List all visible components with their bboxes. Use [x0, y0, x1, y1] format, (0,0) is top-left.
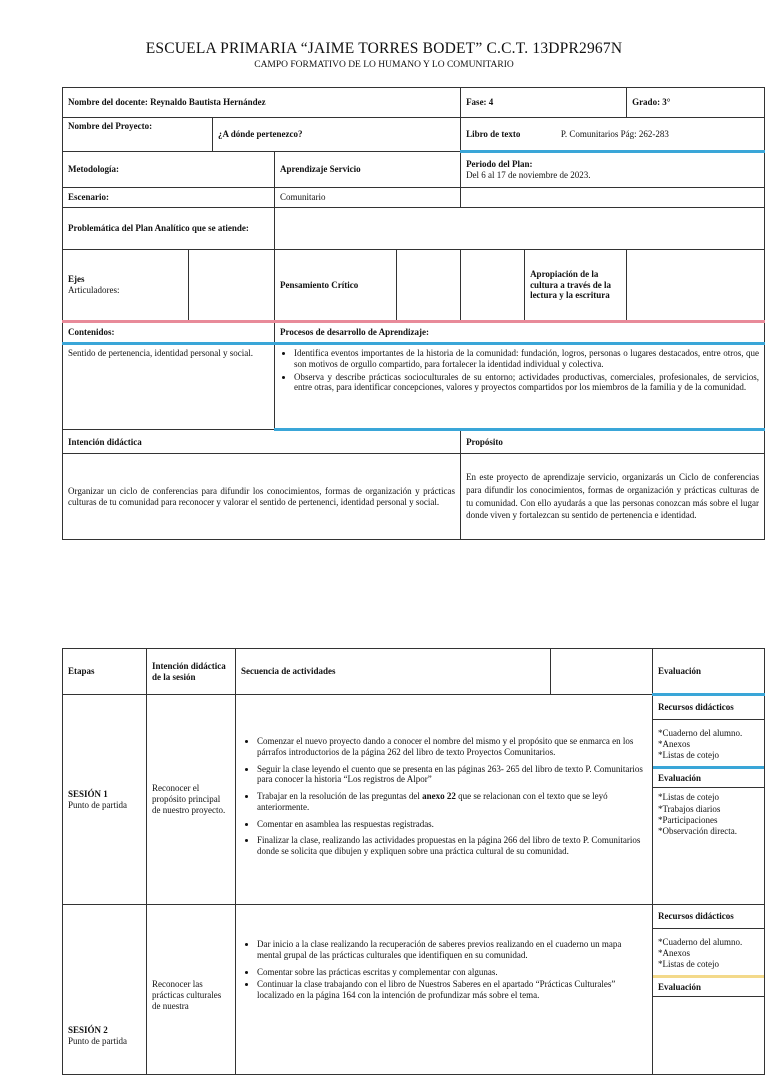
evaluacion-list [653, 788, 764, 841]
session-2-subtitle: Punto de partida [68, 1035, 127, 1046]
eje-empty-4 [627, 250, 765, 322]
recurso-item: *Cuaderno del alumno. [658, 936, 743, 947]
periodo-value: Del 6 al 17 de noviembre de 2023. [466, 170, 591, 180]
eje-pensamiento-critico: Pensamiento Crítico [275, 250, 397, 322]
recursos-list [653, 929, 764, 975]
session-1-evaluacion [653, 695, 765, 905]
escenario-value: Comunitario [275, 188, 461, 208]
escenario-empty [461, 188, 765, 208]
proceso-item: • Observa y describe prácticas socioculturales de su entorno; actividades productivas, comerciales, profesionales, de servicios, entre otras, para identificar concepciones, valores y proyectos compartidos por los miembros de la familia y de la comunidad. [294, 372, 759, 394]
escenario-label: Escenario: [63, 188, 275, 208]
campo-formativo-subtitle: CAMPO FORMATIVO DE LO HUMANO Y LO COMUNITARIO [254, 60, 514, 70]
fase-cell: Fase: 4 [461, 88, 627, 118]
grado-cell: Grado: 3° [627, 88, 765, 118]
docente-cell: Nombre del docente: Reynaldo Bautista Hernández [63, 88, 461, 118]
session-1-etapa [63, 695, 147, 905]
secuencia-header: Secuencia de actividades [236, 649, 551, 695]
contenidos-label: Contenidos: [63, 322, 275, 344]
eje-empty-3 [461, 250, 525, 322]
recursos-label: Recursos didácticos [653, 696, 764, 720]
evaluacion-item: *Trabajos diarios [658, 803, 721, 814]
recurso-item: *Anexos [658, 739, 690, 750]
problematica-value [275, 208, 765, 250]
intencion-sesion-header: Intención didáctica de la sesión [147, 649, 236, 695]
activity-item: • Trabajar en la resolución de las preguntas del anexo 22 que se relacionan con el texto que se leyó anteriormente. [257, 791, 647, 813]
session-2-title: SESIÓN 2 [68, 1025, 108, 1035]
proyecto-value: ¿A dónde pertenezco? [213, 118, 461, 152]
recurso-item: *Anexos [658, 948, 690, 959]
etapas-header: Etapas [63, 649, 147, 695]
recurso-item: *Listas de cotejo [658, 750, 719, 761]
libro-cell [461, 118, 765, 152]
activity-item: • Continuar la clase trabajando con el libro de Nuestros Saberes en el apartado “Prácticas Culturales” localizado en la página 164 con la intención de profundizar más sobre el tema. [257, 979, 647, 1001]
session-row-1 [63, 695, 765, 905]
plan-table [62, 87, 765, 540]
header-empty [551, 649, 653, 695]
evaluacion-item: *Participaciones [658, 814, 718, 825]
session-2-etapa [63, 905, 147, 1075]
proyecto-label: Nombre del Proyecto: [63, 118, 213, 152]
procesos-list [275, 344, 765, 430]
ejes-label [63, 250, 189, 322]
session-row-2 [63, 905, 765, 1075]
session-1-subtitle: Punto de partida [68, 799, 127, 810]
recurso-item: *Listas de cotejo [658, 959, 719, 970]
evaluacion-item: *Observación directa. [658, 826, 737, 837]
libro-value: P. Comunitarios Pág: 262-283 [560, 128, 669, 139]
session-1-intencion: Reconocer el propósito principal de nuestro proyecto. [147, 695, 236, 905]
recursos-label: Recursos didácticos [653, 905, 764, 929]
periodo-cell [461, 152, 765, 188]
eje-apropiacion-cultura: Apropiación de la cultura a través de la lectura y la escritura [525, 250, 627, 322]
session-2-activities [236, 905, 653, 1075]
session-2-evaluacion [653, 905, 765, 1075]
activity-item: • Comenzar el nuevo proyecto dando a conocer el nombre del mismo y el propósito que se enmarca en los párrafos introductorios de la página 262 del libro de texto Proyectos Comunitarios. [257, 736, 647, 758]
metodologia-value: Aprendizaje Servicio [275, 152, 461, 188]
proposito-label: Propósito [461, 430, 765, 454]
intencion-label: Intención didáctica [63, 430, 461, 454]
evaluacion-label: Evaluación [653, 975, 764, 998]
activity-item: • Seguir la clase leyendo el cuento que se presenta en las páginas 263- 265 del libro de texto P. Comunitarios para conocer la historia “Los registros de Alpor” [257, 764, 647, 786]
session-1-title: SESIÓN 1 [68, 788, 108, 799]
metodologia-label: Metodología: [63, 152, 275, 188]
periodo-label: Periodo del Plan: [466, 159, 533, 170]
problematica-label: Problemática del Plan Analítico que se atiende: [63, 208, 275, 250]
activity-item: • Dar inicio a la clase realizando la recuperación de saberes previos realizando en el cuaderno un mapa mental grupal de las prácticas culturales que identifiquen en su comunidad. [257, 939, 647, 961]
ejes-label-line2: Articuladores: [68, 285, 120, 295]
recurso-item: *Cuaderno del alumno. [658, 727, 743, 738]
eje-empty-1 [189, 250, 275, 322]
session-1-activities [236, 695, 653, 905]
eje-empty-2 [397, 250, 461, 322]
session-2-intencion: Reconocer las prácticas culturales de nuestra [147, 905, 236, 1075]
sessions-table [62, 648, 765, 1075]
procesos-label: Procesos de desarrollo de Aprendizaje: [275, 322, 765, 344]
activity-item: • Comentar en asamblea las respuestas registradas. [257, 819, 647, 830]
school-title: ESCUELA PRIMARIA “JAIME TORRES BODET” C.C.T. 13DPR2967N [145, 40, 623, 57]
ejes-label-line1: Ejes [68, 274, 85, 285]
proposito-value: En este proyecto de aprendizaje servicio, organizarás un Ciclo de conferencias para difundir los conocimientos, formas de organización y prácticas culturas de tu comunidad. Con ello ayudarás a que las personas conozcan más sobre el lugar donde viven y fortalezcan su sentido de pertenencia e identidad. [461, 454, 765, 540]
evaluacion-header: Evaluación [653, 649, 765, 695]
recursos-list [653, 720, 764, 766]
activity-item: • Finalizar la clase, realizando las actividades propuestas en la página 266 del libro de texto P. Comunitarios donde se solicita que dibujen y expliquen sobre una práctica cultural de su comunidad. [257, 835, 647, 857]
evaluacion-label: Evaluación [653, 766, 764, 789]
contenido-value: Sentido de pertenencia, identidad personal y social. [63, 344, 275, 430]
intencion-value: Organizar un ciclo de conferencias para difundir los conocimientos, formas de organización y prácticas culturas de tu comunidad para reconocer y valorar el sentido de pertenenci, identidad personal y social. [63, 454, 461, 540]
evaluacion-item: *Listas de cotejo [658, 792, 719, 803]
proceso-item: • Identifica eventos importantes de la historia de la comunidad: fundación, logros, personas o lugares destacados, entre otros, que son motivos de orgullo compartido, para fortalecer la identidad individual y colectiva. [294, 348, 759, 370]
libro-label: Libro de texto [466, 128, 521, 139]
activity-item: • Comentar sobre las prácticas escritas y complementar con algunas. [257, 967, 647, 978]
